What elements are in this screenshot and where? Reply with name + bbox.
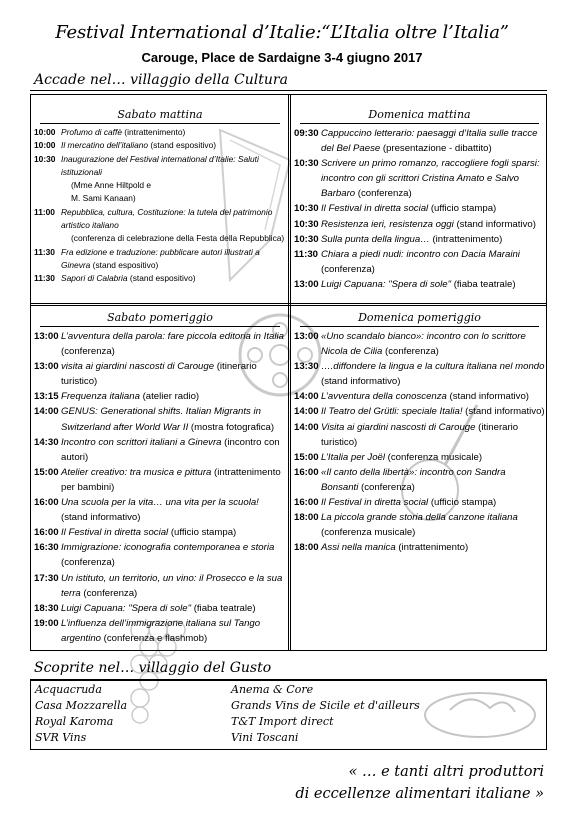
event-time: 14:30 [34, 436, 59, 448]
event-description [321, 540, 545, 555]
schedule-event [34, 435, 286, 465]
event-title: Assi nella manica [321, 542, 396, 554]
event-title: Il mercatino dell’italiano [61, 140, 149, 151]
event-time: 16:00 [294, 497, 319, 509]
event-description [61, 495, 286, 525]
domenica-mattina-heading: Domenica mattina [368, 108, 471, 121]
event-title: Frequenza italiana [61, 391, 140, 403]
schedule-event [34, 126, 286, 139]
event-time: 16:30 [34, 542, 59, 554]
event-time: 11:00 [34, 206, 55, 217]
event-description [61, 206, 286, 246]
event-time: 14:00 [34, 406, 59, 418]
event-time: 18:00 [294, 542, 319, 554]
schedule-event [34, 571, 286, 601]
schedule-event [34, 246, 286, 273]
event-type: (conferenza) [61, 346, 115, 358]
event-time: 10:30 [294, 203, 319, 215]
event-title: Luigi Capuana: "Spera di sole" [321, 278, 452, 290]
event-type: (stand informativo) [446, 391, 529, 403]
event-description [61, 126, 286, 139]
schedule-event [294, 389, 545, 404]
schedule-event [294, 156, 545, 201]
event-type: (conferenza) [61, 557, 115, 569]
schedule-event [34, 495, 286, 525]
schedule-event [294, 247, 545, 277]
event-type: (fiaba teatrale) [451, 278, 516, 290]
grid-horizontal-divider [31, 303, 546, 306]
event-title: Chiara a piedi nudi: incontro con Dacia Maraini [321, 248, 520, 260]
event-description [321, 156, 545, 201]
event-title: Il Festival in diretta social [321, 497, 429, 509]
schedule-event [294, 465, 545, 495]
schedule-event [34, 389, 286, 404]
event-type: (incontro con autori) [61, 436, 280, 463]
event-time: 13:00 [34, 331, 59, 342]
schedule-event [294, 232, 545, 247]
event-time: 13:00 [294, 331, 319, 342]
cell-heading-underline [40, 123, 280, 124]
event-title: L’Italia per Joël [321, 451, 385, 463]
event-description [61, 359, 286, 389]
event-time: 18:30 [34, 602, 59, 614]
event-description [321, 465, 545, 495]
cell-heading-underline [40, 326, 280, 327]
event-type: (itinerario turistico) [321, 421, 519, 448]
event-time: 15:00 [294, 451, 319, 463]
event-description [61, 153, 286, 206]
event-time: 17:30 [34, 572, 59, 584]
event-title: Fra edizione e traduzione: pubblicare autori illustrati a Ginevra [61, 246, 260, 270]
event-description [61, 272, 286, 285]
event-time: 10:30 [34, 153, 56, 164]
event-time: 09:30 [294, 128, 319, 139]
vendor-item: Anema & Core [231, 683, 314, 696]
event-title: Profumo di caffè [61, 127, 122, 137]
vendor-item: SVR Vins [35, 731, 87, 744]
schedule-event [294, 495, 545, 510]
footer-line-2: di eccellenze alimentari italiane » [295, 786, 544, 802]
schedule-event [34, 540, 286, 570]
cultura-heading: Accade nel… villaggio della Cultura [34, 72, 288, 88]
event-description [61, 329, 286, 359]
event-type: (conferenza) [80, 587, 138, 599]
event-description [321, 126, 545, 156]
event-time: 10:30 [294, 218, 319, 230]
event-type: (conferenza musicale) [385, 451, 483, 463]
event-title: «Uno scandalo bianco»: incontro con lo scrittore Nicola de Cilia [321, 331, 526, 358]
cell-heading-underline [300, 123, 539, 124]
event-title: Il Festival in diretta social [61, 527, 169, 539]
vendor-item: Vini Toscani [231, 731, 299, 744]
event-title: Cappuccino letterario: paesaggi d’Italia sulle tracce del Bel Paese [321, 128, 538, 155]
schedule-event [34, 465, 286, 495]
event-type: (stand informativo) [61, 512, 141, 524]
schedule-event [34, 206, 286, 246]
grid-vertical-divider [288, 95, 291, 650]
event-title: Immigrazione: iconografia contemporanea e storia [61, 542, 275, 554]
schedule-event [294, 510, 545, 540]
event-title: Una scuola per la vita… una vita per la scuola! [61, 497, 259, 509]
event-type: (stand espositivo) [148, 140, 217, 151]
event-time: 16:00 [34, 527, 59, 539]
event-type: (stand informativo) [321, 376, 401, 388]
domenica-mattina-cell [294, 108, 545, 292]
event-description [321, 247, 545, 277]
event-location-date: Carouge, Place de Sardaigne 3-4 giugno 2017 [141, 50, 423, 65]
event-description [321, 217, 545, 232]
sabato-pomeriggio-heading: Sabato pomeriggio [107, 311, 213, 324]
event-time: 14:00 [294, 406, 319, 418]
schedule-event [294, 126, 545, 156]
event-description [61, 389, 286, 404]
event-description [61, 571, 286, 601]
event-title: La piccola grande storia della canzone italiana [321, 512, 518, 524]
event-time: 15:00 [34, 466, 59, 478]
event-time: 14:00 [294, 421, 319, 433]
event-title: Resistenza ieri, resistenza oggi [321, 218, 454, 230]
event-title: Il Teatro del Grütli: speciale Italia! [321, 406, 463, 418]
event-time: 10:30 [294, 158, 319, 170]
event-extra-line: (Mme Anne Hiltpold e [71, 180, 152, 191]
event-time: 16:00 [294, 466, 319, 478]
vendor-item: Grands Vins de Sicile et d'ailleurs [231, 699, 420, 712]
page-title: Festival International d’Italie:“L’Italia oltre l’Italia” [55, 22, 509, 43]
schedule-event [294, 420, 545, 450]
event-type: (stand espositivo) [127, 273, 196, 284]
event-description [321, 420, 545, 450]
event-description [61, 540, 286, 570]
event-type: (fiaba teatrale) [191, 602, 256, 614]
schedule-event [34, 272, 286, 285]
event-time: 13:00 [34, 361, 59, 373]
event-title: Inaugurazione del Festival international d’Italie: Saluti istituzionali [61, 153, 259, 177]
event-type: (conferenza musicale) [321, 527, 416, 539]
event-description [61, 404, 286, 434]
event-description [321, 510, 545, 540]
event-type: (conferenza) [358, 481, 415, 493]
schedule-event [294, 450, 545, 465]
schedule-event [34, 329, 286, 359]
schedule-event [294, 277, 545, 292]
event-title: L’influenza dell’immigrazione italiana sul Tango argentino [61, 617, 261, 644]
event-title: ….diffondere la lingua e la cultura italiana nel mondo [321, 361, 545, 373]
event-description [61, 616, 286, 646]
event-time: 16:00 [34, 497, 59, 509]
footer-line-1: « … e tanti altri produttori [348, 764, 544, 780]
event-title: Visita ai giardini nascosti di Carouge [321, 421, 476, 433]
vendor-item: Acquacruda [35, 683, 102, 696]
event-time: 19:00 [34, 617, 59, 629]
event-title: Atelier creativo: tra musica e pittura [61, 466, 212, 478]
gusto-vendors-box [30, 680, 547, 750]
event-title: L’avventura della parola: fare piccola editoria in Italia [61, 331, 284, 342]
event-description [61, 246, 286, 273]
domenica-pomeriggio-cell [294, 311, 545, 555]
schedule-event [34, 139, 286, 152]
event-type: (intrattenimento) [121, 127, 186, 137]
event-title: Repubblica, cultura, Costituzione: la tutela del patrimonio artistico italiano [61, 206, 273, 231]
schedule-event [294, 329, 545, 359]
event-description [321, 329, 545, 359]
event-description [321, 450, 545, 465]
event-description [321, 495, 545, 510]
event-title: «Il canto della libertà»: incontro con Sandra Bonsanti [321, 466, 506, 493]
event-time: 10:00 [34, 127, 56, 137]
vendor-item: Casa Mozzarella [35, 699, 128, 712]
event-title: L’avventura della conoscenza [321, 391, 447, 403]
event-type: (atelier radio) [139, 391, 200, 403]
event-extra-line: (conferenza di celebrazione della Festa della Repubblica) [71, 233, 285, 244]
event-description [321, 359, 545, 389]
event-type: (intrattenimento) [395, 542, 469, 554]
event-time: 18:00 [294, 512, 319, 524]
event-type: (conferenza) [382, 346, 439, 358]
event-type: (intrattenimento) [429, 233, 503, 245]
schedule-event [294, 217, 545, 232]
event-type: (itinerario turistico) [61, 361, 257, 388]
event-type: (presentazione - dibattito) [380, 143, 492, 155]
sabato-mattina-heading: Sabato mattina [117, 108, 203, 121]
event-type: (conferenza) [321, 263, 375, 275]
vendor-item: Royal Karoma [35, 715, 114, 728]
event-time: 13:15 [34, 391, 59, 403]
schedule-event [294, 404, 545, 419]
event-description [61, 435, 286, 465]
event-description [321, 404, 545, 419]
event-description [321, 277, 545, 292]
schedule-event [294, 201, 545, 216]
event-title: Il Festival in diretta social [321, 203, 429, 215]
cultura-divider [30, 90, 547, 91]
schedule-event [34, 616, 286, 646]
event-time: 11:30 [294, 248, 319, 260]
event-type: (ufficio stampa) [428, 497, 497, 509]
cell-heading-underline [300, 326, 539, 327]
event-type: (intrattenimento per bambini) [61, 466, 281, 493]
schedule-event [34, 153, 286, 206]
event-title: Sapori di Calabria [61, 273, 128, 284]
event-type: (conferenza) [355, 188, 412, 200]
event-title: Luigi Capuana: "Spera di sole" [61, 602, 192, 614]
event-type: (ufficio stampa) [428, 203, 497, 215]
program-grid [30, 94, 547, 651]
sabato-pomeriggio-cell [34, 311, 286, 646]
event-title: visita ai giardini nascosti di Carouge [61, 361, 215, 373]
event-type: (stand espositivo) [90, 259, 159, 270]
event-description [61, 465, 286, 495]
schedule-event [34, 359, 286, 389]
event-title: Un istituto, un territorio, un vino: il Prosecco e la sua terra [61, 572, 283, 599]
event-type: (ufficio stampa) [168, 527, 237, 539]
domenica-pomeriggio-heading: Domenica pomeriggio [358, 311, 481, 324]
event-description [321, 201, 545, 216]
event-description [321, 389, 545, 404]
event-type: (stand informativo) [453, 218, 536, 230]
schedule-event [34, 525, 286, 540]
event-title: Scrivere un primo romanzo, raccogliere fogli sparsi: incontro con gli scrittori Cristina Amato e Salvo Barbaro [321, 158, 540, 200]
event-title: Sulla punta della lingua… [321, 233, 430, 245]
event-type: (conferenza e flashmob) [101, 632, 208, 644]
schedule-event [294, 359, 545, 389]
event-description [61, 139, 286, 152]
event-title: Incontro con scrittori italiani a Ginevra [61, 436, 222, 448]
event-description [61, 525, 286, 540]
schedule-event [34, 404, 286, 434]
event-time: 13:00 [294, 278, 319, 290]
sabato-mattina-cell [34, 108, 286, 286]
event-description [321, 232, 545, 247]
event-time: 13:30 [294, 361, 319, 373]
vendor-item: T&T Import direct [231, 715, 334, 728]
event-description [61, 601, 286, 616]
schedule-event [34, 601, 286, 616]
event-extra-line: M. Sami Kanaan) [71, 193, 136, 204]
event-time: 11:30 [34, 273, 55, 284]
event-time: 10:00 [34, 140, 56, 151]
event-time: 11:30 [34, 246, 55, 257]
gusto-heading: Scoprite nel… villaggio del Gusto [34, 660, 272, 676]
event-time: 14:00 [294, 391, 319, 403]
event-type: (mostra fotografica) [188, 421, 275, 433]
schedule-event [294, 540, 545, 555]
event-type: (stand informativo) [462, 406, 545, 418]
event-title: GENUS: Generational shifts. Italian Migrants in Switzerland after World War II [61, 406, 261, 433]
event-time: 10:30 [294, 233, 319, 245]
